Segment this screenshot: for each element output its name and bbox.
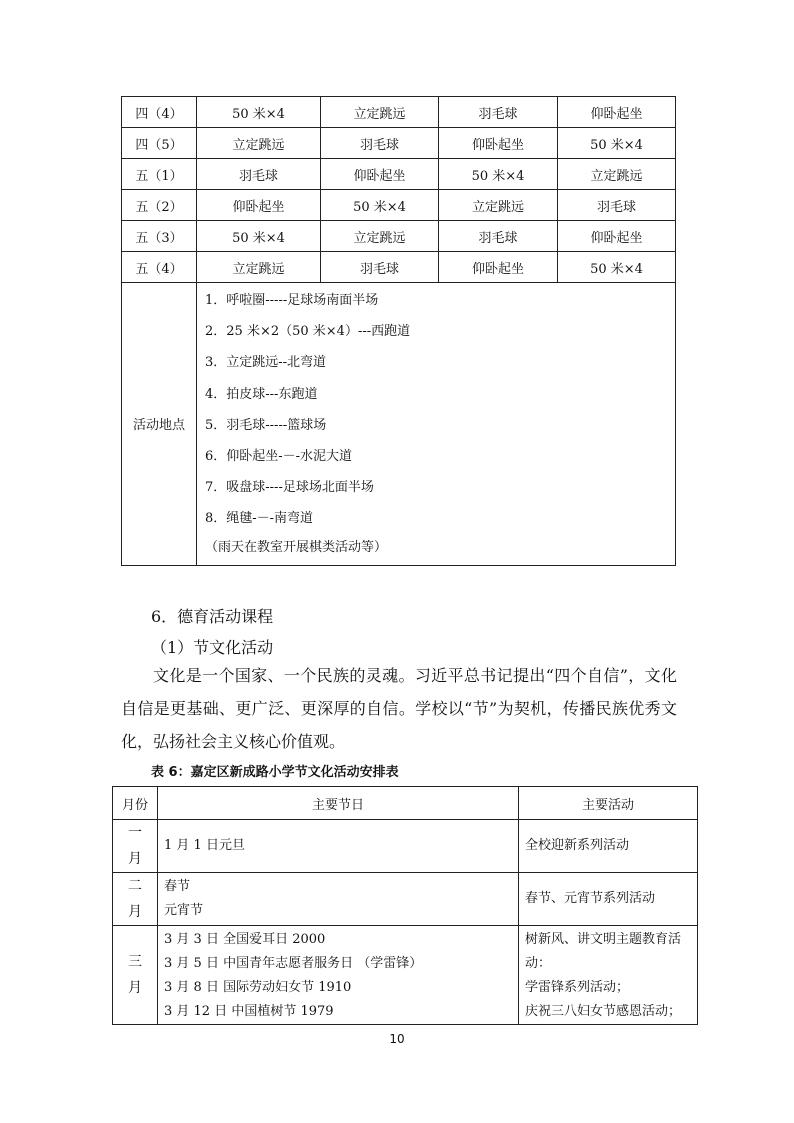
header-month: 月份: [113, 787, 158, 820]
activity-cell: 羽毛球: [439, 221, 558, 252]
section-heading: 6．德育活动课程: [151, 607, 274, 626]
month-cell: 一 月: [113, 820, 158, 873]
table-row: [122, 221, 676, 252]
table-caption: 表 6：嘉定区新成路小学节文化活动安排表: [151, 765, 399, 780]
location-note: （雨天在教室开展棋类活动等）: [205, 539, 388, 555]
activity-cell: 立定跳远: [439, 190, 558, 221]
festival-cell: 春节 元宵节: [158, 873, 519, 926]
class-cell: 五（2）: [122, 190, 197, 221]
month-cell: 三 月: [113, 926, 158, 1025]
activity-cell: 仰卧起坐: [439, 252, 558, 283]
location-item: 1．呼啦圈-----足球场南面半场: [205, 293, 379, 308]
activity-cell: 立定跳远: [197, 128, 321, 159]
paragraph-text: 文化是一个国家、一个民族的灵魂。习近平总书记提出“四个自信”，文化自信是更基础、更广泛、更深厚的自信。学校以“节”为契机，传播民族优秀文化，弘扬社会主义核心价值观。: [121, 666, 677, 751]
sports-schedule-table: [121, 96, 676, 566]
activity-cell: 50 米×4: [197, 221, 321, 252]
table-row: [122, 97, 676, 128]
table-row: [122, 128, 676, 159]
location-item: 2．25 米×2（50 米×4）---西跑道: [205, 324, 411, 340]
activity-cell: 立定跳远: [197, 252, 321, 283]
month-cell: 二 月: [113, 873, 158, 926]
activity-cell: 树新风、讲文明主题教育活 动： 学雷锋系列活动； 庆祝三八妇女节感恩活动；: [519, 926, 698, 1025]
activity-cell: 羽毛球: [558, 190, 676, 221]
activity-cell: 羽毛球: [439, 97, 558, 128]
table-row: [122, 159, 676, 190]
location-item: 8．绳毽-－-南弯道: [205, 511, 314, 527]
table-row: [113, 873, 698, 926]
location-item: 3．立定跳远--北弯道: [205, 355, 327, 371]
activity-cell: 仰卧起坐: [197, 190, 321, 221]
activity-cell: 50 米×4: [558, 252, 676, 283]
activity-cell: 春节、元宵节系列活动: [519, 873, 698, 926]
location-item: 6．仰卧起坐-－-水泥大道: [205, 448, 353, 464]
activity-cell: 仰卧起坐: [558, 221, 676, 252]
class-cell: 五（1）: [122, 159, 197, 190]
table-row: [122, 252, 676, 283]
table-row: [113, 820, 698, 873]
activity-cell: 立定跳远: [558, 159, 676, 190]
activity-cell: 50 米×4: [558, 128, 676, 159]
class-cell: 五（4）: [122, 252, 197, 283]
location-item: 7．吸盘球----足球场北面半场: [205, 480, 374, 496]
activity-cell: 仰卧起坐: [321, 159, 439, 190]
activity-cell: 羽毛球: [197, 159, 321, 190]
table-row-locations: [122, 283, 676, 566]
activity-cell: 羽毛球: [321, 128, 439, 159]
class-cell: 四（5）: [122, 128, 197, 159]
festival-table: [112, 786, 698, 1025]
festival-cell: 1 月 1 日元旦: [158, 820, 519, 873]
location-item: 5．羽毛球-----篮球场: [205, 417, 327, 433]
activity-cell: 立定跳远: [321, 221, 439, 252]
activity-cell: 50 米×4: [197, 97, 321, 128]
activity-cell: 仰卧起坐: [558, 97, 676, 128]
table-header-row: [113, 787, 698, 820]
activity-cell: 立定跳远: [321, 97, 439, 128]
activity-cell: 50 米×4: [439, 159, 558, 190]
location-list: [197, 283, 676, 566]
activity-cell: 50 米×4: [321, 190, 439, 221]
location-label: 活动地点: [122, 283, 197, 566]
festival-cell: 3 月 3 日 全国爱耳日 2000 3 月 5 日 中国青年志愿者服务日 （学雷锋） 3 月 8 日 国际劳动妇女节 1910 3 月 12 日 中国植树节 1979: [158, 926, 519, 1025]
page-number: 10: [389, 1032, 405, 1046]
table-row: [122, 190, 676, 221]
section-paragraph: [121, 659, 677, 758]
table-row: [113, 926, 698, 1025]
class-cell: 五（3）: [122, 221, 197, 252]
section-subheading: （1）节文化活动: [151, 638, 274, 657]
header-festival: 主要节日: [158, 787, 519, 820]
location-item: 4．拍皮球---东跑道: [205, 386, 318, 402]
header-activity: 主要活动: [519, 787, 698, 820]
activity-cell: 全校迎新系列活动: [519, 820, 698, 873]
activity-cell: 羽毛球: [321, 252, 439, 283]
class-cell: 四（4）: [122, 97, 197, 128]
activity-cell: 仰卧起坐: [439, 128, 558, 159]
